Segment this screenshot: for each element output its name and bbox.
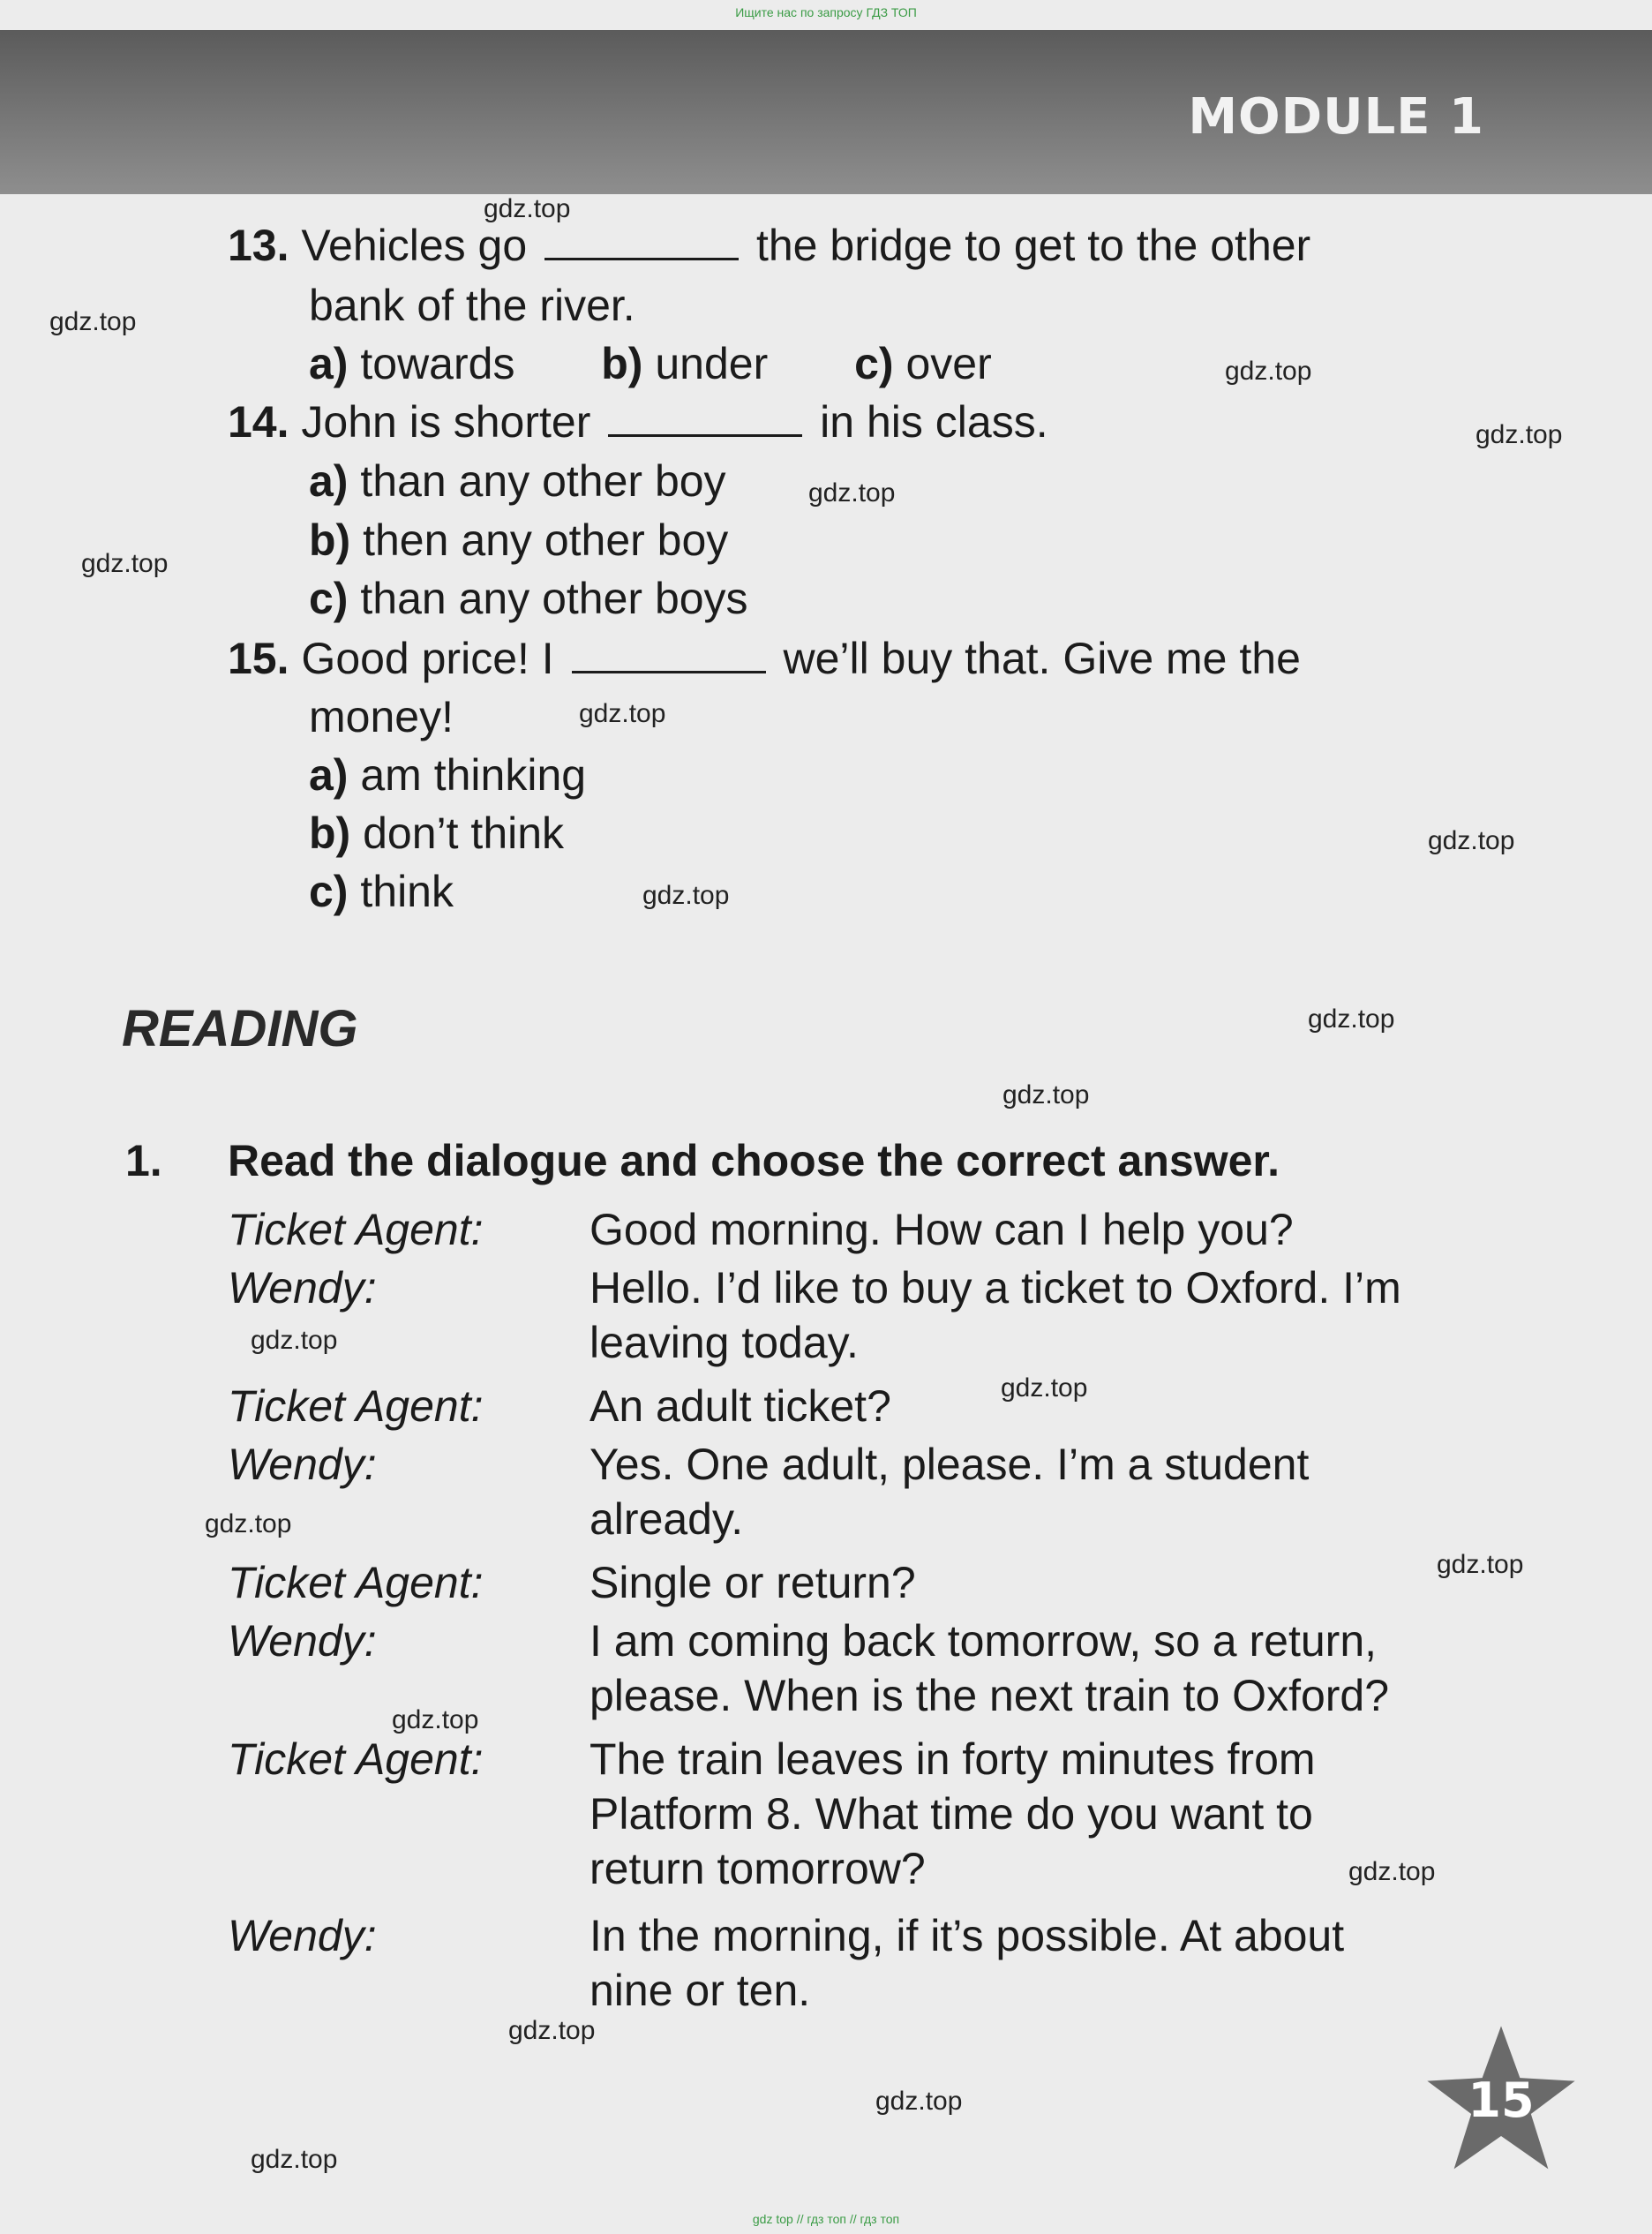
watermark: gdz.top	[1437, 1550, 1524, 1579]
watermark: gdz.top	[579, 699, 666, 728]
question-14	[228, 395, 1048, 448]
watermark: gdz.top	[1001, 1373, 1088, 1403]
dialogue-speaker: Wendy:	[228, 1911, 377, 1960]
option-letter: a)	[309, 750, 349, 800]
question-15-option-a	[309, 748, 586, 801]
dialogue-line	[589, 1555, 1498, 1610]
dialogue-line	[589, 1202, 1498, 1257]
question-number: 13.	[228, 221, 289, 270]
question-15	[228, 632, 1301, 685]
dialogue-speaker: Ticket Agent:	[228, 1558, 484, 1607]
dialogue-speaker: Wendy:	[228, 1263, 377, 1313]
question-text: John is shorter	[301, 397, 591, 447]
dialogue-speaker: Wendy:	[228, 1616, 377, 1666]
exercise-number: 1.	[125, 1136, 162, 1185]
question-number: 15.	[228, 634, 289, 683]
option-letter: b)	[309, 809, 351, 858]
watermark: gdz.top	[1476, 420, 1563, 449]
question-14-option-a	[309, 455, 726, 508]
watermark: gdz.top	[808, 478, 896, 508]
option-letter: b)	[601, 339, 643, 388]
option-letter: c)	[309, 574, 349, 623]
option-text: under	[655, 339, 769, 388]
dialogue-line	[589, 1437, 1498, 1546]
answer-blank	[544, 222, 739, 260]
option-letter: a)	[309, 339, 349, 388]
option-letter: a)	[309, 456, 349, 506]
option-letter: c)	[309, 867, 349, 916]
dialogue-text: Good morning. How can I help you?	[589, 1205, 1294, 1254]
dialogue-text: Yes. One adult, please. I’m a student	[589, 1440, 1310, 1489]
question-14-option-b	[309, 514, 728, 567]
dialogue-text: Single or return?	[589, 1558, 916, 1607]
watermark: gdz.top	[1308, 1004, 1395, 1034]
watermark: gdz.top	[484, 194, 571, 223]
question-15-option-b	[309, 807, 564, 860]
watermark: gdz.top	[1225, 357, 1312, 386]
exercise-title: Read the dialogue and choose the correct answer.	[228, 1136, 1280, 1185]
dialogue-line	[589, 1613, 1498, 1723]
dialogue-line	[589, 1908, 1498, 2018]
watermark: gdz.top	[508, 2016, 596, 2045]
option-text: think	[360, 867, 454, 916]
option-letter: c)	[854, 339, 894, 388]
question-13	[228, 219, 1310, 272]
watermark: gdz.top	[205, 1509, 292, 1538]
watermark: gdz.top	[392, 1705, 479, 1734]
dialogue-speaker: Ticket Agent:	[228, 1205, 484, 1254]
question-15-option-c	[309, 865, 454, 918]
bottom-note: gdz top // гдз топ // гдз топ	[752, 2212, 900, 2226]
answer-blank	[608, 399, 802, 437]
watermark: gdz.top	[251, 2145, 338, 2174]
option-text: than any other boy	[360, 456, 726, 506]
dialogue-text: Platform 8. What time do you want to	[589, 1789, 1313, 1839]
watermark: gdz.top	[875, 2087, 963, 2116]
watermark: gdz.top	[251, 1326, 338, 1355]
question-text: the bridge to get to the other	[755, 221, 1311, 270]
dialogue-text: please. When is the next train to Oxford?	[589, 1671, 1390, 1720]
dialogue-speaker: Wendy:	[228, 1440, 377, 1489]
dialogue-text: leaving today.	[589, 1318, 859, 1367]
option-text: over	[905, 339, 992, 388]
option-letter: b)	[309, 515, 351, 565]
watermark: gdz.top	[642, 881, 730, 910]
dialogue-speaker: Ticket Agent:	[228, 1381, 484, 1431]
dialogue-speaker: Ticket Agent:	[228, 1734, 484, 1784]
option-text: don’t think	[363, 809, 565, 858]
question-text: we’ll buy that. Give me the	[783, 634, 1301, 683]
reading-heading: READING	[122, 1000, 358, 1057]
dialogue-text: An adult ticket?	[589, 1381, 891, 1431]
dialogue-text: The train leaves in forty minutes from	[589, 1734, 1316, 1784]
top-note: Ищите нас по запросу ГДЗ ТОП	[735, 5, 917, 19]
question-text: in his class.	[820, 397, 1048, 447]
dialogue-line	[589, 1260, 1498, 1370]
dialogue-text: return tomorrow?	[589, 1844, 926, 1893]
dialogue-text: In the morning, if it’s possible. At about	[589, 1911, 1345, 1960]
watermark: gdz.top	[1002, 1080, 1090, 1109]
question-13-line2: bank of the river.	[309, 281, 635, 330]
question-13-options	[309, 337, 992, 390]
option-text: then any other boy	[363, 515, 729, 565]
answer-blank	[572, 636, 766, 673]
option-text: than any other boys	[360, 574, 748, 623]
question-15-line2: money!	[309, 692, 454, 741]
question-number: 14.	[228, 397, 289, 447]
dialogue-text: I am coming back tomorrow, so a return,	[589, 1616, 1378, 1666]
option-text: towards	[360, 339, 515, 388]
page-number: 15	[1468, 2072, 1535, 2128]
question-text: Vehicles go	[301, 221, 528, 270]
watermark: gdz.top	[49, 307, 137, 336]
module-title: MODULE 1	[1188, 88, 1484, 146]
watermark: gdz.top	[1348, 1857, 1436, 1886]
question-text: Good price! I	[301, 634, 554, 683]
dialogue-text: nine or ten.	[589, 1966, 811, 2015]
question-14-option-c	[309, 572, 748, 625]
dialogue-text: already.	[589, 1494, 744, 1544]
dialogue-text: Hello. I’d like to buy a ticket to Oxford. I’m	[589, 1263, 1401, 1313]
watermark: gdz.top	[81, 549, 169, 578]
option-text: am thinking	[360, 750, 587, 800]
watermark: gdz.top	[1428, 826, 1515, 855]
